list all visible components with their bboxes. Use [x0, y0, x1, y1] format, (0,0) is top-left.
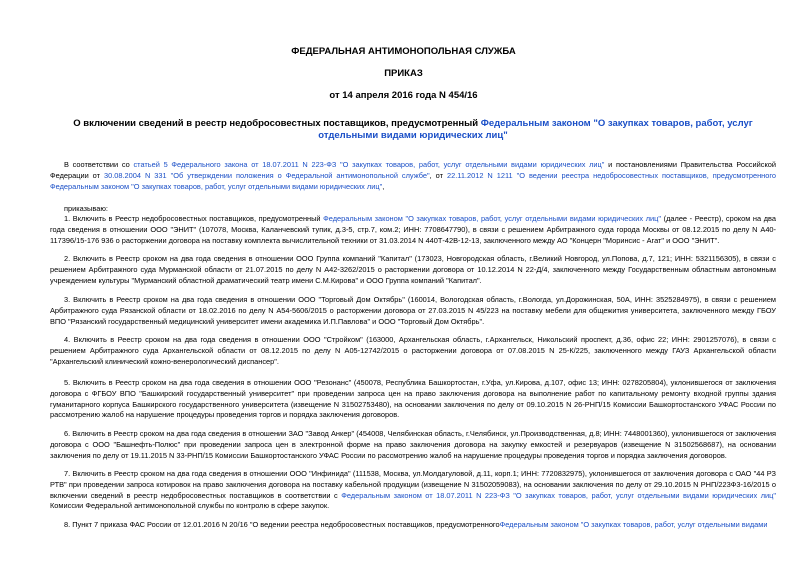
item-5 [50, 378, 776, 421]
item-3 [50, 295, 776, 327]
item-1-text-b: (далее - Реестр), сроком на два года сведения в отношении ООО "ЭНИТ" (107078, Москва, Каланчевский тупик, д.3-5, стр.7, ком.2; ИНН: 7708647790), в связи с решением Арбитражного суда города Москвы от 08.12.2015 по делу N А40-117396/15-176 936 о расторжении договора на поставку комплекта вычислительной техники от 31.03.2014 N 440Т-42В-12-13, заключенного между АО "Концерн "Моринсис - Агат" и ООО "ЭНИТ". [50, 214, 776, 245]
intro-paragraph [50, 160, 776, 192]
item-3-text: 3. Включить в Реестр сроком на два года сведения в отношении ООО "Торговый Дом Октябрь" (160014, Вологодская область, г.Вологда, ул.Дорожинская, 50А, ИНН: 3525284975), в связи с решением Арбитражного суда Рязанской области от 18.02.2016 по делу N А54-5606/2015 о расторжении договора от 27.03.2015 N 45/223 на поставку мебели для общежития университета, заключенного между ГБОУ ВПО "Рязанский государственный медицинский университет имени академика И.П.Павлова" и ООО "Торговый Дом Октябрь". [50, 295, 776, 326]
item-2-text: 2. Включить в Реестр сроком на два года сведения в отношении ООО Группа компаний "Капитал" (173023, Новгородская область, г.Великий Новгород, ул.Попова, д.7, 121; ИНН: 5321156305), в связи с решением Арбитражного суда Мурманской области от 21.07.2015 по делу N А42-3262/2015 о расторжении договора от 10.12.2014 N 22-Д/4, заключенного между Государственным областным автономным учреждением культуры "Мурманский областной драматический театр имени С.М.Кирова" и ООО Группа компаний "Капитал". [50, 254, 776, 285]
document-date: от 14 апреля 2016 года N 454/16 [329, 90, 478, 101]
item-2 [50, 254, 776, 286]
intro-decree-link-2[interactable]: 22.11.2012 N 1211 "О ведении реестра недобросовестных поставщиков, предусмотренного Федеральным законом "О закупках товаров, работ, услуг отдельными видами юридических лиц" [50, 170, 776, 191]
item-4-text: 4. Включить в Реестр сроком на два года сведения в отношении ООО "Стройком" (163000, Архангельская область, г.Архангельск, Никольский проспект, д.36, офис 22; ИНН: 2901257076), в связи с решением Арбитражного суда Архангельской области от 08.12.2015 по делу N А05-12742/2015 о расторжении договора от 07.08.2015 N 25-К/225, заключенного между ГАУЗ Архангельской области "Архангельский клинический кожно-венерологический диспансер". [50, 335, 776, 366]
item-6 [50, 429, 776, 461]
item-6-text: 6. Включить в Реестр сроком на два года сведения в отношении ЗАО "Завод Анкер" (454008, Челябинская область, г.Челябинск, ул.Производственная, д.8; ИНН: 7448001360), уклонившегося от заключения договора с ООО "Башнефть-Полюс" при проведении запроса цен в электронной форме на право заключения договора на закупку емкостей и резервуаров (извещение N 31502568687), на основании заключения по делу от 19.11.2015 N 33-РНП/15 Комиссии Башкортостанского УФАС России по рассмотрению жалоб на нарушение процедуры проведения торгов и порядка заключения договоров. [50, 429, 776, 460]
intro-text-3: , от [429, 170, 447, 180]
item-8-text: 8. Пункт 7 приказа ФАС России от 12.01.2016 N 20/16 "О ведении реестра недобросовестных поставщиков, предусмотренного [64, 520, 500, 529]
item-7 [50, 469, 776, 512]
item-7-text-b: Комиссии Федеральной антимонопольной службы по контролю в сфере закупок. [50, 501, 330, 511]
item-1 [50, 214, 776, 246]
item-1-law-link[interactable]: Федеральным законом "О закупках товаров, работ, услуг отдельными видами юридических лиц" [323, 214, 662, 223]
item-8-law-link[interactable]: Федеральным законом "О закупках товаров, работ, услуг отдельными видами [499, 520, 768, 529]
order-word-text: приказываю: [64, 204, 108, 213]
intro-law-link[interactable]: статьей 5 Федерального закона от 18.07.2011 N 223-ФЗ "О закупках товаров, работ, услуг отдельными видами юридических лиц" [133, 160, 605, 169]
organization-name: ФЕДЕРАЛЬНАЯ АНТИМОНОПОЛЬНАЯ СЛУЖБА [291, 46, 516, 57]
item-1-text-a: 1. Включить в Реестр недобросовестных поставщиков, предусмотренный [64, 214, 324, 223]
item-7-text-a: 7. Включить в Реестр сроком на два года сведения в отношении ООО "Инфинида" (111538, Москва, ул.Молдагуловой, д.11, корп.1; ИНН: 7720832975), уклонившегося от заключения договора с ОАО "44 РЗ РТВ" при проведении запроса котировок на право заключения договора на поставку кабельной продукции (извещение N 31502059083), на основании заключения по делу от 29.10.2015 N РНП/223Ф3-16/2015 о включении сведений в реестр недобросовестных поставщиков в соответствии с [50, 469, 776, 500]
intro-decree-link-1[interactable]: 30.08.2004 N 331 "Об утверждении положения о Федеральной антимонопольной службе" [104, 170, 430, 180]
intro-text-2: и постановлениями Правительства Российской Федерации от [50, 160, 776, 180]
title-law-link[interactable]: Федеральным законом "О закупках товаров, работ, услуг отдельными видами юридических лиц" [318, 118, 753, 141]
intro-text-4: , [382, 181, 385, 191]
intro-text-1: В соответствии со [64, 160, 134, 169]
item-4 [50, 335, 776, 367]
item-7-law-link[interactable]: Федеральным законом от 18.07.2011 N 223-ФЗ "О закупках товаров, работ, услуг отдельными видами юридических лиц" [341, 490, 776, 500]
title-text: О включении сведений в реестр недобросовестных поставщиков, предусмотренный [73, 118, 481, 129]
document-title [50, 118, 776, 142]
item-5-text: 5. Включить в Реестр сроком на два года сведения в отношении ООО "Резонанс" (450078, Республика Башкортостан, г.Уфа, ул.Кирова, д.107, офис 13; ИНН: 0278205804), уклонившегося от заключения договора с ФГБОУ ВПО "Башкирский государственный университет" при проведении запроса цен на право заключения договора на выполнение работ по капитальному ремонту входной группы здания гуманитарного корпуса Башкирского государственного университета (извещение N 31502753480), на основании заключения по делу от 09.10.2015 N 26-РНП/15 Комиссии Башкортостанского УФАС России по рассмотрению жалоб на нарушение процедуры проведения торгов и порядка заключения договоров. [50, 378, 776, 420]
document-type: ПРИКАЗ [384, 68, 423, 79]
item-8 [50, 520, 776, 531]
